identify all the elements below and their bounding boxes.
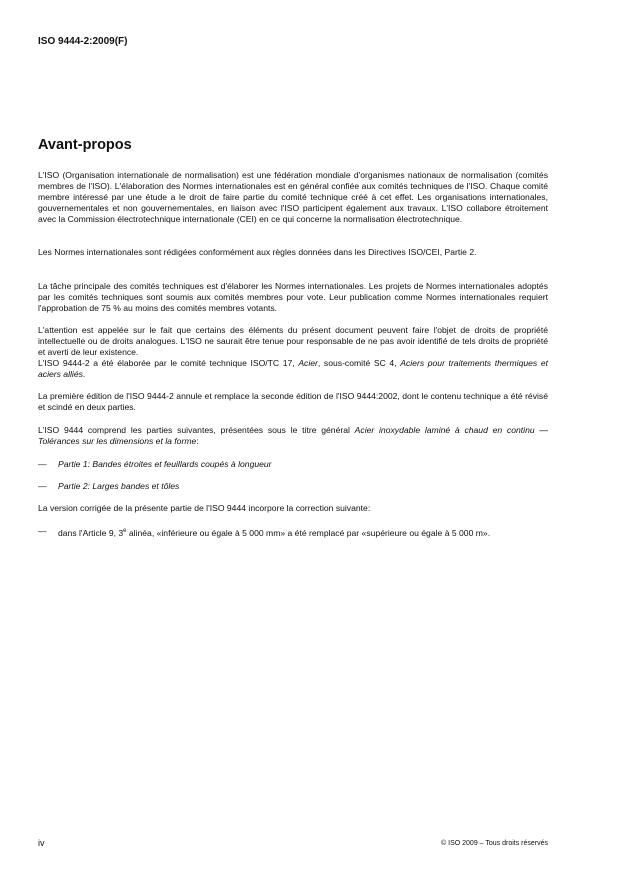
italic-text: Aciers pour traitements thermiques et aciers alliés — [38, 358, 548, 379]
paragraph-directives — [38, 247, 548, 258]
text: La version corrigée de la présente partie de l'ISO 9444 incorpore la correction suivante: — [38, 503, 371, 513]
list-item-correction — [38, 526, 548, 539]
paragraph-parts-intro — [38, 425, 548, 447]
paragraph-patent-rights — [38, 325, 548, 358]
dash-bullet: — — [38, 526, 47, 536]
text: La tâche principale des comités techniques est d'élaborer les Normes internationales. Les projets de Normes internationales adoptés par les comités techniques sont soumis aux comités membres pour vote. Leur publication comme Normes internationales requiert l'approbation de 75 % au moins des comités membres votants. — [38, 281, 548, 313]
text: L'ISO (Organisation internationale de normalisation) est une fédération mondiale d'organismes nationaux de normalisation (comités membres de l'ISO). L'élaboration des Normes internationales est en général confiée aux comités techniques de l'ISO. Chaque comité membre intéressé par une étude a le droit de faire partie du comité technique créé à cet effet. Les organisations internationales, gouvernementales et non gouvernementales, en liaison avec l'ISO participent également aux travaux. L'ISO collabore étroitement avec la Commission électrotechnique internationale (CEI) en ce qui concerne la normalisation électrotechnique. — [38, 170, 548, 224]
copyright-notice: © ISO 2009 – Tous droits réservés — [441, 840, 548, 847]
list-item-part-1 — [38, 459, 548, 470]
text: , sous-comité SC 4, — [317, 358, 401, 368]
text: Les Normes internationales sont rédigées conformément aux règles données dans les Directives ISO/CEI, Partie 2. — [38, 247, 477, 257]
text: . — [82, 369, 86, 379]
text: dans l'Article 9, 3 — [58, 527, 124, 538]
paragraph-correction-intro — [38, 503, 548, 514]
text: La première édition de l'ISO 9444-2 annule et remplace la seconde édition de l'ISO 9444:2002, dont le contenu technique a été révisé et scindé en deux parties. — [38, 391, 548, 412]
paragraph-edition — [38, 391, 548, 413]
list-item-part-2 — [38, 481, 548, 492]
text: L'ISO 9444 comprend les parties suivantes, présentées sous le titre général — [38, 425, 355, 435]
paragraph-technical-committees — [38, 281, 548, 314]
italic-text: Acier — [298, 358, 318, 368]
paragraph-iso-intro — [38, 170, 548, 225]
text: L'ISO 9444-2 a été élaborée par le comité technique ISO/TC 17, — [38, 358, 299, 368]
text: alinéa, «inférieure ou égale à 5 000 mm» a été remplacé par «supérieure ou égale à 5 000 m». — [126, 527, 491, 538]
part-title: Partie 2: Larges bandes et tôles — [58, 481, 180, 491]
paragraph-prepared-by — [38, 358, 548, 380]
dash-bullet: — — [38, 459, 47, 469]
text: L'attention est appelée sur le fait que certains des éléments du présent document peuvent faire l'objet de droits de propriété intellectuelle ou de droits analogues. L'ISO ne saurait être tenue pour responsable de ne pas avoir identifié de tels droits de propriété et averti de leur existence. — [38, 325, 548, 357]
page-number: iv — [38, 838, 45, 848]
italic-text: Acier inoxydable laminé à chaud en continu — Tolérances sur les dimensions et la forme — [38, 425, 548, 446]
text: : — [196, 436, 199, 446]
document-id-header: ISO 9444-2:2009(F) — [38, 36, 128, 47]
superscript: e — [123, 528, 127, 534]
section-title: Avant-propos — [38, 137, 132, 153]
dash-bullet: — — [38, 481, 47, 491]
part-title: Partie 1: Bandes étroites et feuillards coupés à longueur — [58, 459, 272, 469]
